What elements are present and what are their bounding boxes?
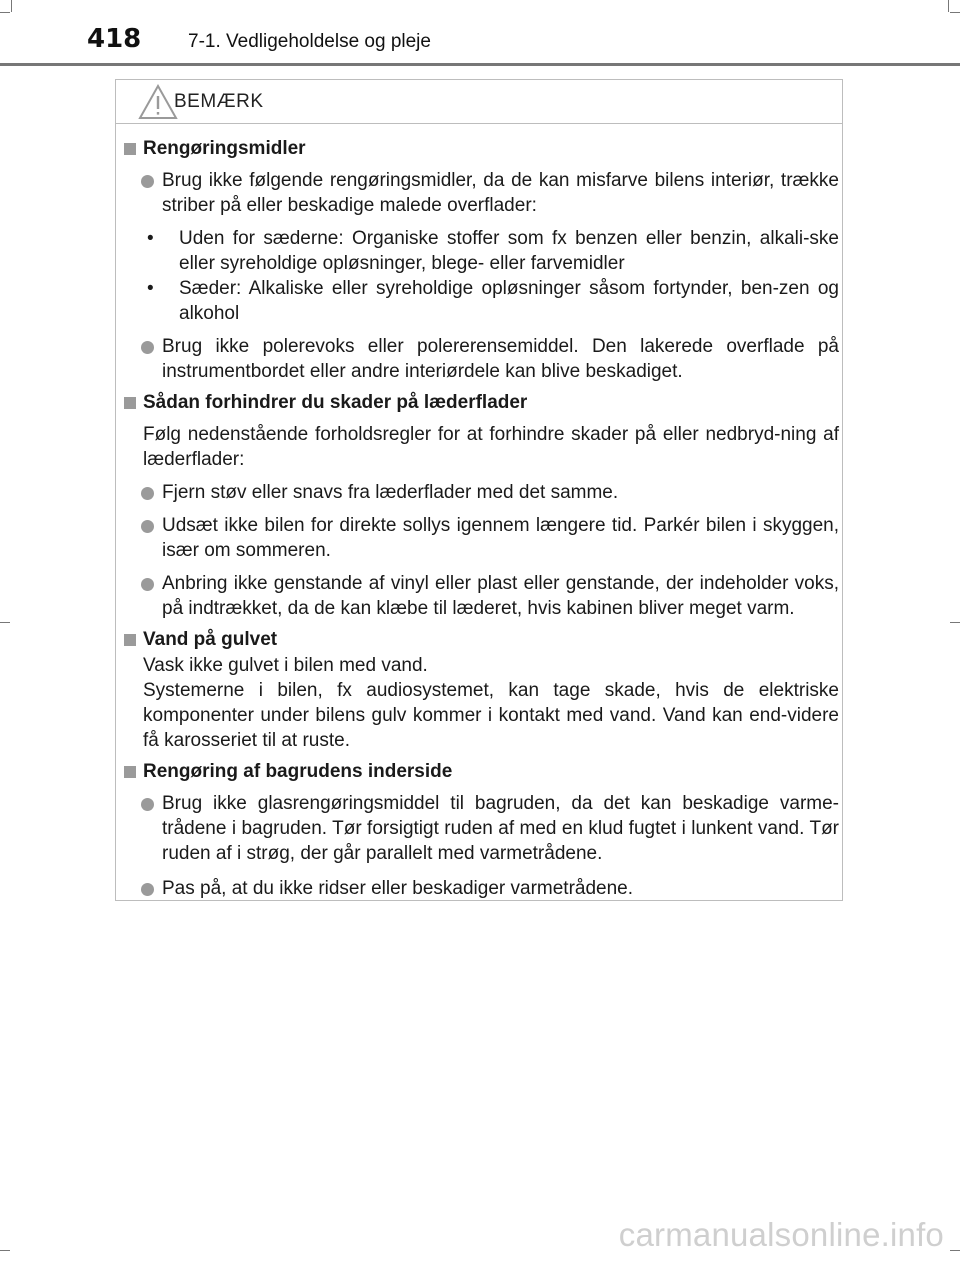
note-content xyxy=(123,136,839,901)
sub-bullet-icon: • xyxy=(147,278,154,299)
heading-text: Sådan forhindrer du skader på læderflader xyxy=(143,392,528,413)
section-heading xyxy=(123,759,839,785)
round-bullet-icon xyxy=(141,578,154,591)
bullet-text: Anbring ikke genstande af vinyl eller plast eller genstande, der indeholder voks, på indtrækket, da de kan klæbe til læderet, hvis kabinen bliver meget varm. xyxy=(162,573,839,619)
bullet-item xyxy=(123,791,839,866)
sub-bullet-text: Uden for sæderne: Organiske stoffer som fx benzen eller benzin, alkali-ske eller syreholdige opløsninger, blege- eller farvemidler xyxy=(179,228,839,274)
heading-text: Vand på gulvet xyxy=(143,629,278,650)
bullet-text: Udsæt ikke bilen for direkte sollys igennem længere tid. Parkér bilen i skyggen, især om sommeren. xyxy=(162,515,839,561)
paragraph: Følg nedenstående forholdsregler for at forhindre skader på eller nedbryd-ning af læderflader: xyxy=(143,424,839,470)
round-bullet-icon xyxy=(141,798,154,811)
heading-text: Rengøring af bagrudens inderside xyxy=(143,761,453,782)
header-rule xyxy=(0,63,960,66)
sub-bullet-item xyxy=(123,226,839,276)
paragraph: Vask ikke gulvet i bilen med vand. xyxy=(143,655,428,676)
crop-mark xyxy=(950,622,960,623)
round-bullet-icon xyxy=(141,883,154,896)
bullet-item xyxy=(123,480,839,505)
round-bullet-icon xyxy=(141,175,154,188)
bullet-text: Fjern støv eller snavs fra læderflader med det samme. xyxy=(162,482,619,503)
section-heading xyxy=(123,136,839,162)
bullet-text: Brug ikke polerevoks eller polererensemiddel. Den lakerede overflade på instrumentbordet eller andre interiørdele kan blive beskadiget. xyxy=(162,336,839,382)
square-bullet-icon xyxy=(124,634,136,646)
bullet-item xyxy=(123,571,839,621)
bullet-text: Brug ikke følgende rengøringsmidler, da de kan misfarve bilens interiør, trække striber på eller beskadige malede overflader: xyxy=(162,170,839,216)
round-bullet-icon xyxy=(141,487,154,500)
crop-mark xyxy=(950,1250,960,1251)
watermark: carmanualsonline.info xyxy=(618,1216,944,1253)
bullet-item xyxy=(123,168,839,218)
round-bullet-icon xyxy=(141,520,154,533)
note-header xyxy=(116,80,842,124)
heading-text: Rengøringsmidler xyxy=(143,138,306,159)
section-heading xyxy=(123,390,839,416)
page-number: 418 xyxy=(87,24,142,54)
crop-mark xyxy=(0,622,10,623)
section-heading xyxy=(123,627,839,653)
bullet-item xyxy=(123,334,839,384)
page-header xyxy=(0,0,960,64)
bullet-text: Pas på, at du ikke ridser eller beskadiger varmetrådene. xyxy=(162,878,634,899)
sub-bullet-text: Sæder: Alkaliske eller syreholdige opløsninger såsom fortynder, ben-zen og alkohol xyxy=(179,278,839,324)
warning-icon xyxy=(138,84,178,120)
crop-mark xyxy=(0,1250,10,1251)
note-box xyxy=(115,79,843,901)
note-title: BEMÆRK xyxy=(174,91,264,112)
square-bullet-icon xyxy=(124,397,136,409)
bullet-text: Brug ikke glasrengøringsmiddel til bagruden, da det kan beskadige varme-trådene i bagruden. Tør forsigtigt ruden af med en klud fugtet i lunkent vand. Tør ruden af i strøg, der går parallelt med varmetrådene. xyxy=(162,793,839,864)
paragraph: Systemerne i bilen, fx audiosystemet, kan tage skade, hvis de elektriske komponenter under bilens gulv kommer i kontakt med vand. Vand kan end-videre få karosseriet til at ruste. xyxy=(143,680,839,751)
bullet-item xyxy=(123,513,839,563)
bullet-item xyxy=(123,876,839,901)
sub-bullet-icon: • xyxy=(147,228,154,249)
section-title: 7-1. Vedligeholdelse og pleje xyxy=(188,31,431,52)
sub-bullet-item xyxy=(123,276,839,326)
round-bullet-icon xyxy=(141,341,154,354)
square-bullet-icon xyxy=(124,766,136,778)
square-bullet-icon xyxy=(124,143,136,155)
